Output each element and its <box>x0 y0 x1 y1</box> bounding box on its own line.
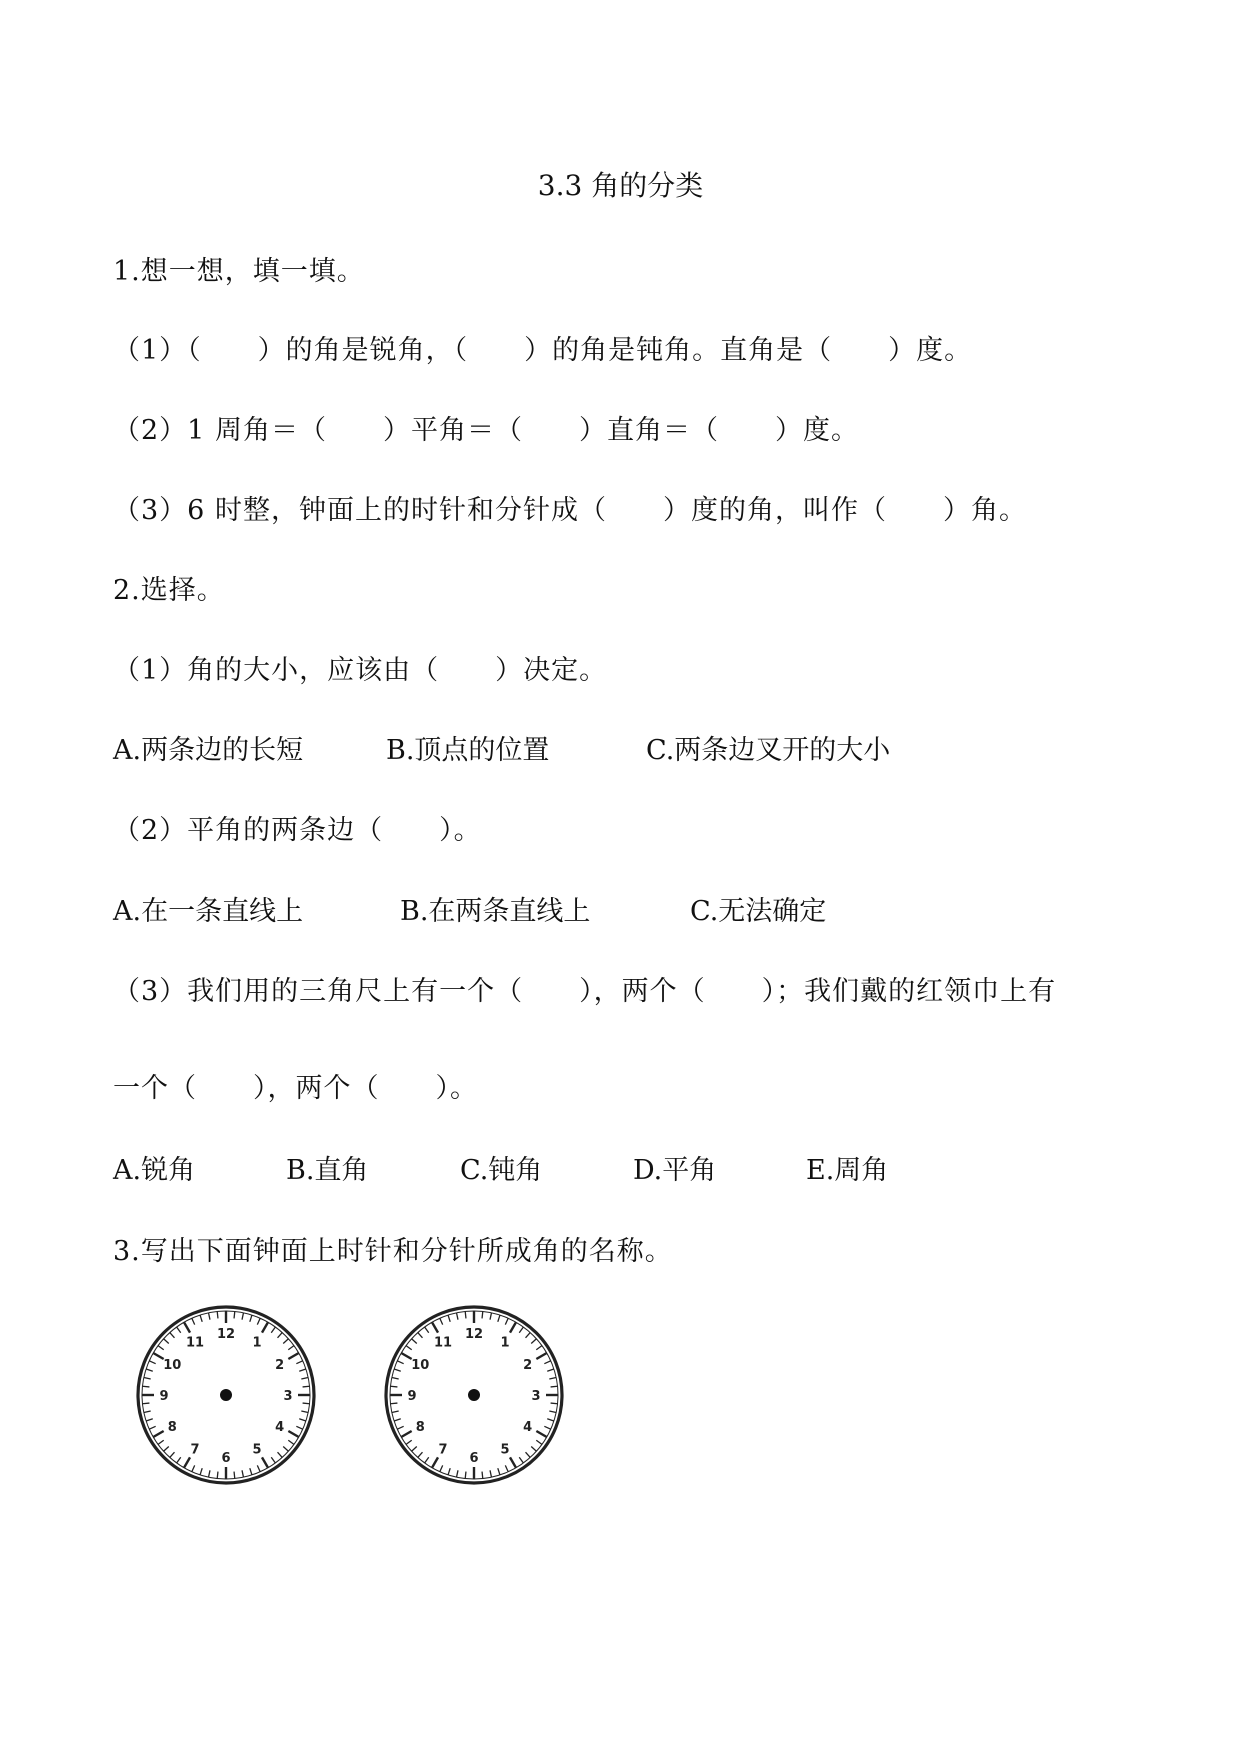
q1-heading: 1.想一想，填一填。 <box>113 256 365 287</box>
clock-number: 10 <box>163 1358 182 1373</box>
q2-sub1-stem: （1）角的大小，应该由（ ）决定。 <box>113 655 608 686</box>
clock-number: 8 <box>167 1420 177 1435</box>
clock-minute-tick <box>303 1386 310 1387</box>
clock-minute-tick <box>551 1403 558 1404</box>
clock-minute-tick <box>217 1311 218 1318</box>
clock-number: 6 <box>469 1451 479 1466</box>
q2-sub2-option-b: B.在两条直线上 <box>400 896 591 927</box>
clock-number: 10 <box>411 1358 430 1373</box>
clock-number: 7 <box>190 1442 200 1458</box>
clock-number: 5 <box>252 1442 262 1458</box>
clock-number: 7 <box>438 1442 448 1458</box>
q2-sub2-stem: （2）平角的两条边（ ）。 <box>113 815 482 846</box>
clock-number: 12 <box>216 1327 236 1342</box>
clock-center-dot <box>220 1389 232 1401</box>
clock-minute-tick <box>482 1472 483 1479</box>
clock-minute-tick <box>482 1311 483 1318</box>
clock-number: 6 <box>221 1451 231 1466</box>
clock-number: 9 <box>407 1389 417 1404</box>
clock-number: 2 <box>523 1358 533 1373</box>
clock-center-dot <box>468 1389 480 1401</box>
clock-number: 11 <box>433 1335 453 1351</box>
q2-sub3-option-d: D.平角 <box>633 1155 717 1186</box>
q2-sub3-option-b: B.直角 <box>286 1155 369 1186</box>
clock-minute-tick <box>551 1386 558 1387</box>
clock-number: 4 <box>523 1420 533 1435</box>
clock-number: 5 <box>500 1442 510 1458</box>
clock-number: 8 <box>415 1420 425 1435</box>
clock-number: 1 <box>252 1335 262 1351</box>
clock-minute-tick <box>465 1472 466 1479</box>
q1-item-2: （2）1 周角＝（ ）平角＝（ ）直角＝（ ）度。 <box>113 415 859 446</box>
clock-number: 2 <box>275 1358 285 1373</box>
q2-sub2-option-a: A.在一条直线上 <box>113 896 304 927</box>
clock-minute-tick <box>465 1311 466 1318</box>
q2-sub3-option-e: E.周角 <box>806 1155 889 1186</box>
clock-number: 9 <box>159 1389 169 1404</box>
q2-sub1-option-c: C.两条边叉开的大小 <box>646 735 891 766</box>
page-title: 3.3 角的分类 <box>537 169 704 202</box>
clock-minute-tick <box>303 1403 310 1404</box>
q2-sub3-stem-line1: （3）我们用的三角尺上有一个（ ），两个（ ）；我们戴的红领巾上有 <box>113 976 1057 1007</box>
q2-sub1-option-b: B.顶点的位置 <box>386 735 550 766</box>
clock-number: 4 <box>275 1420 285 1435</box>
clock-number: 1 <box>500 1335 510 1351</box>
clock-minute-tick <box>234 1472 235 1479</box>
clock-number: 3 <box>283 1389 293 1404</box>
clock-number: 3 <box>531 1389 541 1404</box>
q2-sub2-option-c: C.无法确定 <box>690 896 827 927</box>
q2-sub3-stem-line2: 一个（ ），两个（ ）。 <box>113 1073 478 1104</box>
clock-minute-tick <box>142 1403 149 1404</box>
clock-number: 11 <box>185 1335 205 1351</box>
clock-face-2 <box>381 1302 567 1488</box>
q2-sub3-option-c: C.钝角 <box>460 1155 543 1186</box>
clock-minute-tick <box>217 1472 218 1479</box>
q2-sub1-option-a: A.两条边的长短 <box>113 735 304 766</box>
q2-heading: 2.选择。 <box>113 575 225 606</box>
clock-number: 12 <box>464 1327 484 1342</box>
q2-sub3-option-a: A.锐角 <box>113 1155 196 1186</box>
clock-minute-tick <box>390 1403 397 1404</box>
q1-item-1: （1）（ ）的角是锐角，（ ）的角是钝角。直角是（ ）度。 <box>113 335 973 366</box>
q3-heading: 3.写出下面钟面上时针和分针所成角的名称。 <box>113 1236 673 1267</box>
clock-minute-tick <box>234 1311 235 1318</box>
clock-minute-tick <box>390 1386 397 1387</box>
clock-minute-tick <box>142 1386 149 1387</box>
q1-item-3: （3）6 时整，钟面上的时针和分针成（ ）度的角，叫作（ ）角。 <box>113 495 1027 526</box>
clock-face-1 <box>133 1302 319 1488</box>
